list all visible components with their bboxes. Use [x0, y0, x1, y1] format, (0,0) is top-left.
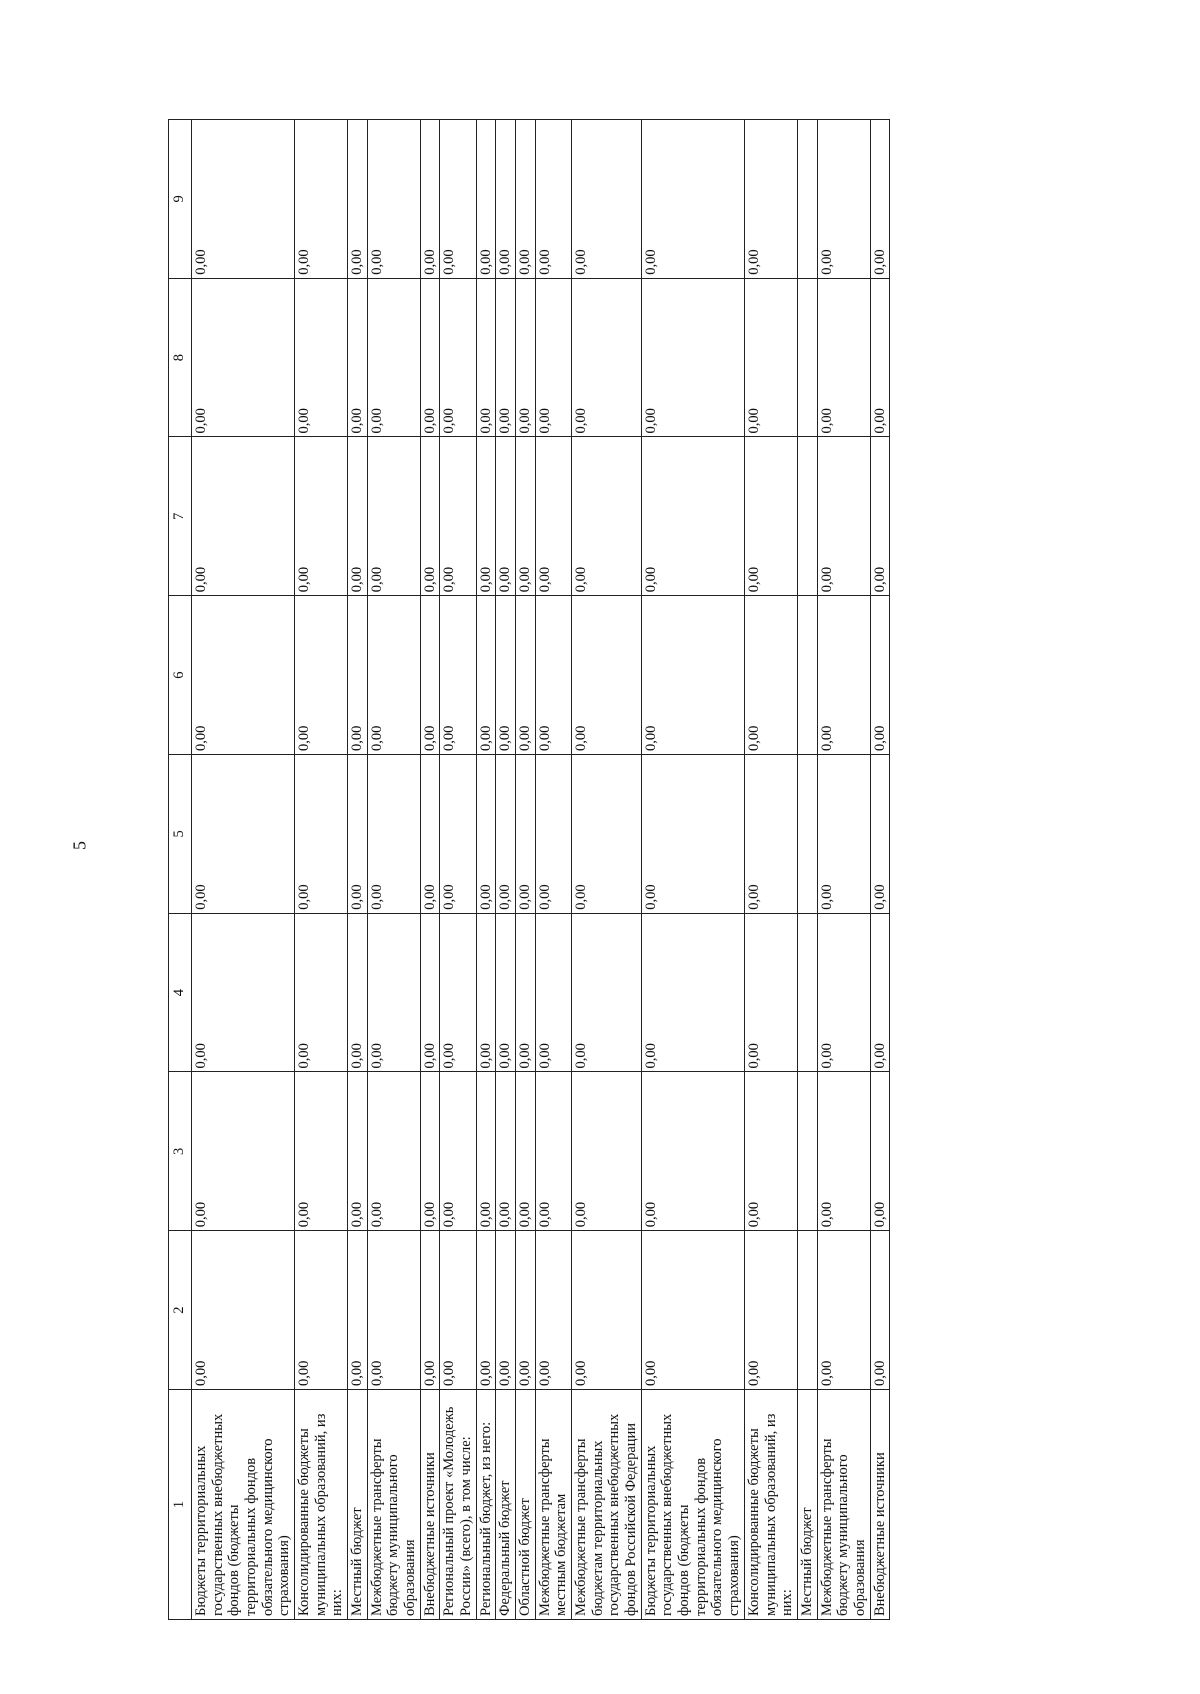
cell-value: 0,00 [516, 120, 536, 279]
cell-value [797, 278, 817, 437]
cell-value: 0,00 [641, 1072, 744, 1231]
cell-value: 0,00 [744, 913, 797, 1072]
cell-value: 0,00 [535, 278, 571, 437]
cell-value [797, 1072, 817, 1231]
cell-value: 0,00 [572, 278, 642, 437]
column-header-8: 8 [169, 278, 192, 437]
column-header-9: 9 [169, 120, 192, 279]
cell-value: 0,00 [440, 120, 476, 279]
row-label: Бюджеты территориальных государственных внебюджетных фондов (бюджеты территориальных фондов обязательного медицинского страхования) [641, 1390, 744, 1620]
cell-value: 0,00 [367, 120, 420, 279]
cell-value: 0,00 [367, 596, 420, 755]
cell-value: 0,00 [192, 1231, 295, 1390]
cell-value: 0,00 [535, 120, 571, 279]
cell-value: 0,00 [870, 437, 890, 596]
table-row [797, 120, 817, 1620]
cell-value: 0,00 [295, 1231, 348, 1390]
cell-value: 0,00 [192, 120, 295, 279]
cell-value: 0,00 [496, 278, 516, 437]
cell-value: 0,00 [641, 1231, 744, 1390]
column-header-1: 1 [169, 1390, 192, 1620]
cell-value: 0,00 [535, 596, 571, 755]
cell-value [797, 1231, 817, 1390]
cell-value: 0,00 [295, 120, 348, 279]
row-label: Внебюджетные источники [420, 1390, 440, 1620]
table-row [476, 120, 496, 1620]
cell-value: 0,00 [476, 120, 496, 279]
cell-value: 0,00 [516, 1072, 536, 1231]
column-header-3: 3 [169, 1072, 192, 1231]
table-rotation-wrapper [168, 120, 1108, 1620]
cell-value: 0,00 [367, 1072, 420, 1231]
cell-value: 0,00 [348, 596, 368, 755]
table-row [367, 120, 420, 1620]
cell-value: 0,00 [192, 755, 295, 914]
cell-value: 0,00 [817, 1231, 870, 1390]
cell-value: 0,00 [367, 755, 420, 914]
cell-value: 0,00 [870, 120, 890, 279]
cell-value: 0,00 [192, 913, 295, 1072]
cell-value: 0,00 [295, 278, 348, 437]
row-label: Консолидированные бюджеты муниципальных образований, из них: [744, 1390, 797, 1620]
cell-value [797, 120, 817, 279]
header-row [169, 120, 192, 1620]
table-row [744, 120, 797, 1620]
row-label: Межбюджетные трансферты местным бюджетам [535, 1390, 571, 1620]
cell-value: 0,00 [295, 437, 348, 596]
cell-value: 0,00 [870, 913, 890, 1072]
column-header-2: 2 [169, 1231, 192, 1390]
cell-value: 0,00 [420, 913, 440, 1072]
cell-value: 0,00 [420, 120, 440, 279]
table-row [440, 120, 476, 1620]
cell-value: 0,00 [535, 1231, 571, 1390]
cell-value: 0,00 [744, 1231, 797, 1390]
cell-value: 0,00 [420, 596, 440, 755]
table-row [295, 120, 348, 1620]
table-row [817, 120, 870, 1620]
cell-value: 0,00 [440, 913, 476, 1072]
cell-value: 0,00 [496, 913, 516, 1072]
cell-value: 0,00 [744, 596, 797, 755]
cell-value: 0,00 [496, 1231, 516, 1390]
cell-value: 0,00 [476, 596, 496, 755]
cell-value: 0,00 [516, 1231, 536, 1390]
cell-value: 0,00 [516, 596, 536, 755]
cell-value: 0,00 [870, 1072, 890, 1231]
row-label: Межбюджетные трансферты бюджету муниципального образования [817, 1390, 870, 1620]
cell-value: 0,00 [516, 755, 536, 914]
cell-value: 0,00 [192, 1072, 295, 1231]
cell-value: 0,00 [367, 913, 420, 1072]
cell-value: 0,00 [572, 1231, 642, 1390]
cell-value: 0,00 [744, 278, 797, 437]
row-label: Консолидированные бюджеты муниципальных образований, из них: [295, 1390, 348, 1620]
cell-value: 0,00 [641, 913, 744, 1072]
cell-value [797, 596, 817, 755]
cell-value: 0,00 [516, 278, 536, 437]
cell-value: 0,00 [641, 755, 744, 914]
cell-value: 0,00 [440, 1072, 476, 1231]
cell-value: 0,00 [641, 278, 744, 437]
cell-value: 0,00 [744, 755, 797, 914]
cell-value: 0,00 [572, 913, 642, 1072]
cell-value [797, 437, 817, 596]
cell-value: 0,00 [817, 913, 870, 1072]
cell-value: 0,00 [744, 120, 797, 279]
cell-value: 0,00 [348, 1072, 368, 1231]
cell-value: 0,00 [420, 755, 440, 914]
table-row [641, 120, 744, 1620]
row-label: Внебюджетные источники [870, 1390, 890, 1620]
cell-value: 0,00 [192, 278, 295, 437]
table-row [535, 120, 571, 1620]
cell-value: 0,00 [817, 120, 870, 279]
cell-value: 0,00 [535, 437, 571, 596]
cell-value: 0,00 [817, 596, 870, 755]
cell-value: 0,00 [348, 120, 368, 279]
cell-value: 0,00 [496, 596, 516, 755]
cell-value: 0,00 [420, 437, 440, 596]
cell-value: 0,00 [440, 755, 476, 914]
cell-value: 0,00 [870, 755, 890, 914]
cell-value: 0,00 [295, 596, 348, 755]
cell-value: 0,00 [870, 596, 890, 755]
cell-value: 0,00 [476, 437, 496, 596]
column-header-6: 6 [169, 596, 192, 755]
cell-value: 0,00 [516, 913, 536, 1072]
budget-table [168, 119, 890, 1620]
cell-value: 0,00 [420, 278, 440, 437]
cell-value: 0,00 [367, 278, 420, 437]
column-header-7: 7 [169, 437, 192, 596]
row-label: Региональный проект «Молодежь России» (всего), в том числе: [440, 1390, 476, 1620]
cell-value: 0,00 [496, 437, 516, 596]
cell-value: 0,00 [572, 596, 642, 755]
cell-value [797, 913, 817, 1072]
cell-value: 0,00 [476, 1231, 496, 1390]
cell-value: 0,00 [496, 755, 516, 914]
cell-value: 0,00 [192, 437, 295, 596]
cell-value: 0,00 [817, 755, 870, 914]
cell-value: 0,00 [744, 437, 797, 596]
cell-value: 0,00 [516, 437, 536, 596]
cell-value: 0,00 [440, 596, 476, 755]
row-label: Бюджеты территориальных государственных внебюджетных фондов (бюджеты территориальных фондов обязательного медицинского страхования) [192, 1390, 295, 1620]
table-row [572, 120, 642, 1620]
cell-value: 0,00 [367, 1231, 420, 1390]
cell-value: 0,00 [440, 1231, 476, 1390]
cell-value: 0,00 [367, 437, 420, 596]
table-row [348, 120, 368, 1620]
column-header-5: 5 [169, 755, 192, 914]
cell-value: 0,00 [420, 1231, 440, 1390]
cell-value: 0,00 [476, 278, 496, 437]
cell-value: 0,00 [348, 1231, 368, 1390]
cell-value: 0,00 [348, 278, 368, 437]
cell-value: 0,00 [641, 120, 744, 279]
cell-value [797, 755, 817, 914]
page-number: 5 [69, 841, 90, 850]
cell-value: 0,00 [817, 278, 870, 437]
cell-value: 0,00 [572, 437, 642, 596]
cell-value: 0,00 [535, 755, 571, 914]
cell-value: 0,00 [348, 755, 368, 914]
cell-value: 0,00 [420, 1072, 440, 1231]
cell-value: 0,00 [535, 913, 571, 1072]
cell-value: 0,00 [295, 913, 348, 1072]
row-label: Межбюджетные трансферты бюджету муниципального образования [367, 1390, 420, 1620]
cell-value: 0,00 [870, 278, 890, 437]
cell-value: 0,00 [641, 437, 744, 596]
cell-value: 0,00 [641, 596, 744, 755]
table-row [870, 120, 890, 1620]
cell-value: 0,00 [476, 913, 496, 1072]
cell-value: 0,00 [440, 278, 476, 437]
cell-value: 0,00 [817, 437, 870, 596]
row-label: Местный бюджет [797, 1390, 817, 1620]
cell-value: 0,00 [817, 1072, 870, 1231]
cell-value: 0,00 [440, 437, 476, 596]
cell-value: 0,00 [744, 1072, 797, 1231]
cell-value: 0,00 [496, 120, 516, 279]
row-label: Региональный бюджет, из него: [476, 1390, 496, 1620]
table-row [496, 120, 516, 1620]
column-header-4: 4 [169, 913, 192, 1072]
table-row [516, 120, 536, 1620]
cell-value: 0,00 [192, 596, 295, 755]
cell-value: 0,00 [870, 1231, 890, 1390]
cell-value: 0,00 [572, 1072, 642, 1231]
table-row [192, 120, 295, 1620]
table-row [420, 120, 440, 1620]
cell-value: 0,00 [348, 913, 368, 1072]
row-label: Местный бюджет [348, 1390, 368, 1620]
cell-value: 0,00 [496, 1072, 516, 1231]
table-body [192, 120, 890, 1620]
cell-value: 0,00 [295, 1072, 348, 1231]
cell-value: 0,00 [295, 755, 348, 914]
row-label: Межбюджетные трансферты бюджетам территориальных государственных внебюджетных фондов Российской Федерации [572, 1390, 642, 1620]
row-label: Федеральный бюджет [496, 1390, 516, 1620]
row-label: Областной бюджет [516, 1390, 536, 1620]
cell-value: 0,00 [572, 755, 642, 914]
cell-value: 0,00 [476, 755, 496, 914]
cell-value: 0,00 [348, 437, 368, 596]
cell-value: 0,00 [535, 1072, 571, 1231]
cell-value: 0,00 [572, 120, 642, 279]
cell-value: 0,00 [476, 1072, 496, 1231]
